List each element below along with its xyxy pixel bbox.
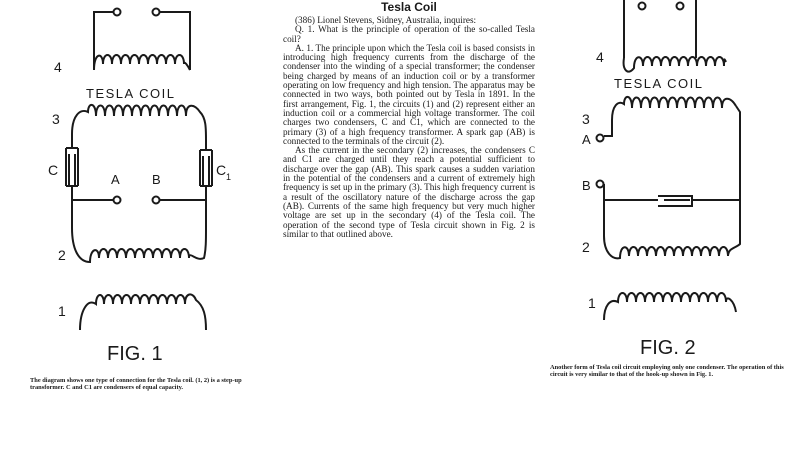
fig2-gap-a-label: A [582,132,591,147]
fig1-gap-b [153,197,160,204]
fig1-coil-number-1: 1 [58,303,66,319]
fig2-coil-2 [604,200,740,258]
fig1-gap-b-label: B [152,172,161,187]
fig1-coil-2 [72,228,206,262]
fig1-coil-number-3: 3 [52,111,60,127]
fig2-gap-a [597,135,604,142]
fig2-caption: Another form of Tesla coil circuit employing only one condenser. The operation of this circuit is very similar to that of the hook-up shown in Fig. 1. [550,364,784,379]
fig2-coil-4-leads [624,0,696,58]
fig2-coil-number-1: 1 [588,295,596,311]
article-paragraph: As the current in the secondary (2) increases, the condensers C and C1 are charged until they reach a potential sufficient to discharge over the gap (AB). This spark causes a sudden variation in the potential of the condensers and a current of extremely high frequency is set up in the primary (3). This high frequency current is a result of the oscillatory nature of the discharge across the gap (AB). Currents of the same high frequency but very much higher voltage are set up in the secondary (4) of the Tesla coil. The operation of the second type of Tesla circuit shown in Fig. 2 is similar to that outlined above. [283,145,535,239]
fig2-left-wire [604,184,658,236]
fig1-coil-1 [80,294,206,330]
article-paragraph: Q. 1. What is the principle of operation of the so-called Tesla coil? [283,24,535,44]
fig1-gap-a-label: A [111,172,120,187]
fig1-terminal [153,9,160,16]
fig1-coil-number-2: 2 [58,247,66,263]
fig1-cond-c-label: C [48,162,59,178]
fig1-coil-4 [94,55,190,70]
fig2-coil-number-3: 3 [582,111,590,127]
fig1-coil-number-4: 4 [54,59,62,75]
fig1-coil-title: TESLA COIL [86,86,176,101]
article-body [283,16,535,239]
fig1-terminal [114,9,121,16]
fig2-gap-b-label: B [582,178,591,193]
fig2-coil-3-lead [604,120,612,136]
fig1-condenser-c1 [200,150,212,186]
fig2-coil-number-2: 2 [582,239,590,255]
fig2-diagram [540,0,800,375]
article-paragraph: (386) Lionel Stevens, Sidney, Australia, inquires: [295,15,477,25]
fig1-diagram [0,0,280,375]
article [283,0,535,239]
fig2-coil-4 [624,57,726,72]
fig1-coil-3 [72,105,206,140]
fig1-cond-c1-subscript: 1 [226,172,232,182]
fig1-condenser-c [66,148,78,186]
fig1-gap-a [114,197,121,204]
article-paragraph: A. 1. The principle upon which the Tesla coil is based consists in introducing high frequency currents from the discharge of the condenser into the winding of a special transformer; the condenser being charged by means of an induction coil or by a transformer operating on low frequency and high tension. The apparatus may be connected in two ways, both pointed out by Tesla in 1891. In the first arrangement, Fig. 1, the circuits (1) and (2) represent either an induction coil or a commercial high voltage transformer. The coil charges two condensers, C and C1, which are connected to the primary (3) of a high frequency transformer. A spark gap (AB) is connected to the terminals of the circuit (2). [283,42,535,146]
fig1-label: FIG. 1 [107,343,163,365]
fig2-coil-1 [604,293,736,320]
fig2-terminal [677,3,684,10]
fig2-terminal [639,3,646,10]
fig2-gap-b [597,181,604,188]
fig2-right-wire [692,106,740,200]
fig1-cond-c1-label: C [216,162,227,178]
fig2-coil-3 [612,97,736,120]
fig2-coil-number-4: 4 [596,49,604,65]
article-title: Tesla Coil [381,0,437,14]
fig1-caption: The diagram shows one type of connection for the Tesla coil. (1, 2) is a step-up transformer. C and C1 are condensers of equal capacity. [30,377,242,392]
fig2-condenser [658,196,692,206]
fig2-label: FIG. 2 [640,337,696,359]
fig2-coil-title: TESLA COIL [614,76,704,91]
